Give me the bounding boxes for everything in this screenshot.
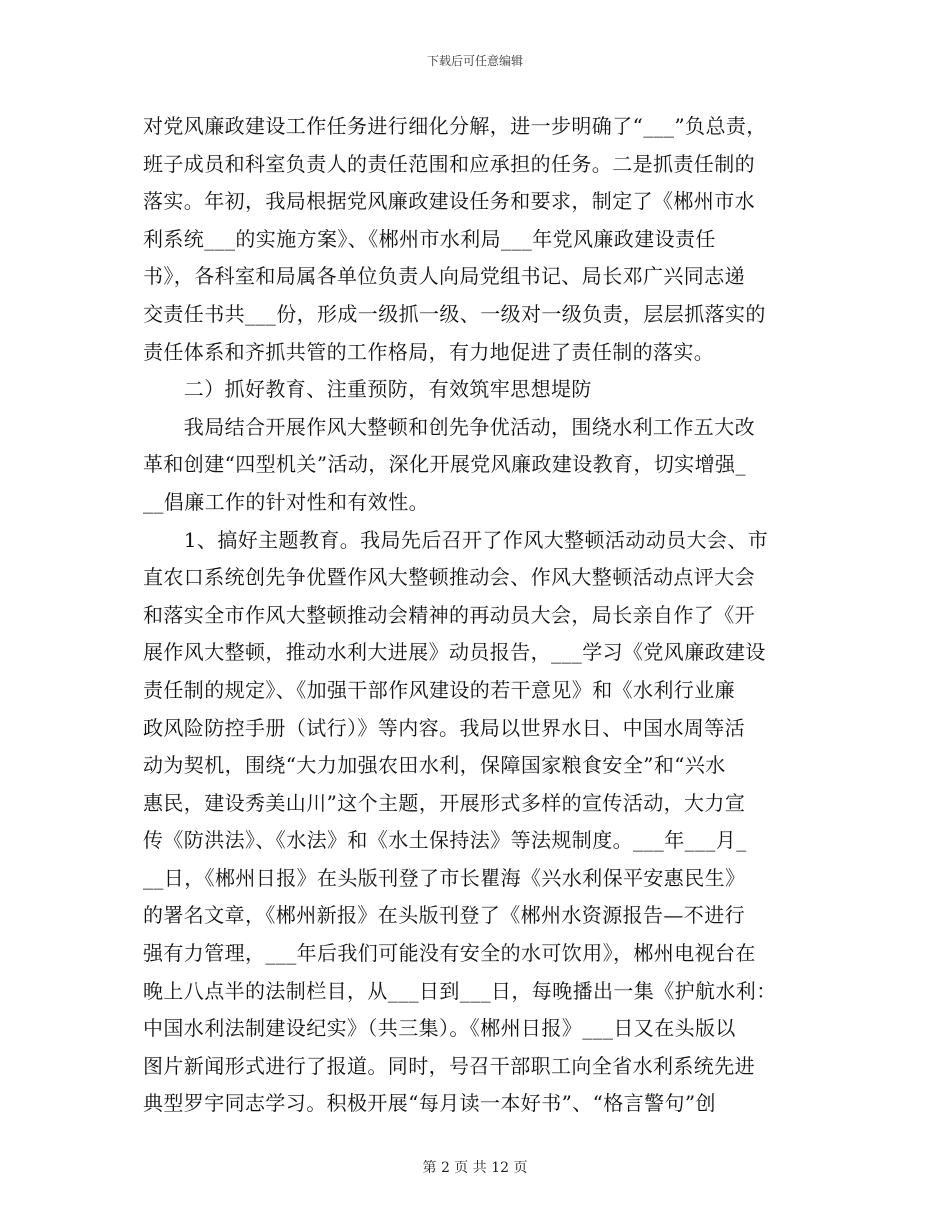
text-line: 图片新闻形式进行了报道。同时，号召干部职工向全省水利系统先进 — [143, 1053, 755, 1078]
section-heading: 二）抓好教育、注重预防，有效筑牢思想堤防 — [143, 377, 592, 402]
page-number: 第 2 页 共 12 页 — [422, 1160, 528, 1176]
text-line: 责任制的规定》、《加强干部作风建设的若干意见》和《水利行业廉 — [143, 677, 735, 702]
text-line: 惠民，建设秀美山川”这个主题，开展形式多样的宣传活动，大力宣 — [143, 790, 746, 815]
page-header-note: 下载后可任意编辑 — [426, 54, 523, 68]
text-line: __倡廉工作的针对性和有效性。 — [143, 489, 429, 514]
text-line: 晚上八点半的法制栏目，从___日到___日，每晚播出一集《护航水利： — [143, 978, 777, 1003]
text-line: 利系统___的实施方案》、《郴州市水利局___年党风廉政建设责任 — [143, 226, 716, 251]
text-line: 班子成员和科室负责人的责任范围和应承担的任务。二是抓责任制的 — [143, 151, 755, 176]
text-line: 对党风廉政建设工作任务进行细化分解，进一步明确了“___”负总责， — [143, 114, 767, 138]
text-line: 革和创建“四型机关”活动，深化开展党风廉政建设教育，切实增强_ — [143, 452, 746, 477]
text-line: 我局结合开展作风大整顿和创先争优活动，围绕水利工作五大改 — [143, 414, 755, 439]
text-line: 的署名文章，《郴州新报》在头版刊登了《郴州水资源报告—不进行 — [143, 903, 745, 928]
text-line: 政风险防控手册（试行）》等内容。我局以世界水日、中国水周等活 — [143, 715, 745, 740]
text-line: 展作风大整顿，推动水利大进展》动员报告，___学习《党风廉政建设 — [143, 640, 766, 665]
text-line: 落实。年初，我局根据党风廉政建设任务和要求，制定了《郴州市水 — [143, 189, 755, 214]
text-line: 交责任书共___份，形成一级抓一级、一级对一级负责，层层抓落实的 — [143, 301, 766, 326]
text-line: 书》，各科室和局属各单位负责人向局党组书记、局长邓广兴同志递 — [143, 264, 745, 289]
text-line: __日，《郴州日报》在头版刊登了市长瞿海《兴水利保平安惠民生》 — [143, 865, 746, 890]
text-line: 传《防洪法》、《水法》和《水土保持法》等法规制度。___年___月_ — [143, 828, 747, 853]
text-line: 强有力管理，___年后我们可能没有安全的水可饮用》，郴州电视台在 — [143, 941, 756, 966]
text-line: 责任体系和齐抓共管的工作格局，有力地促进了责任制的落实。 — [143, 339, 715, 364]
text-line: 动为契机，围绕“大力加强农田水利，保障国家粮食安全”和“兴水 — [143, 753, 726, 778]
text-line: 和落实全市作风大整顿推动会精神的再动员大会，局长亲自作了《开 — [143, 602, 755, 627]
text-line: 直农口系统创先争优暨作风大整顿推动会、作风大整顿活动点评大会 — [143, 565, 755, 590]
text-line: 1、搞好主题教育。我局先后召开了作风大整顿活动动员大会、市 — [143, 527, 769, 552]
text-line: 典型罗宇同志学习。积极开展“每月读一本好书”、“格言警句”创 — [143, 1091, 716, 1116]
text-line: 中国水利法制建设纪实》（共三集）。《郴州日报》___日又在头版以 — [143, 1016, 736, 1041]
document-body — [143, 108, 808, 1123]
